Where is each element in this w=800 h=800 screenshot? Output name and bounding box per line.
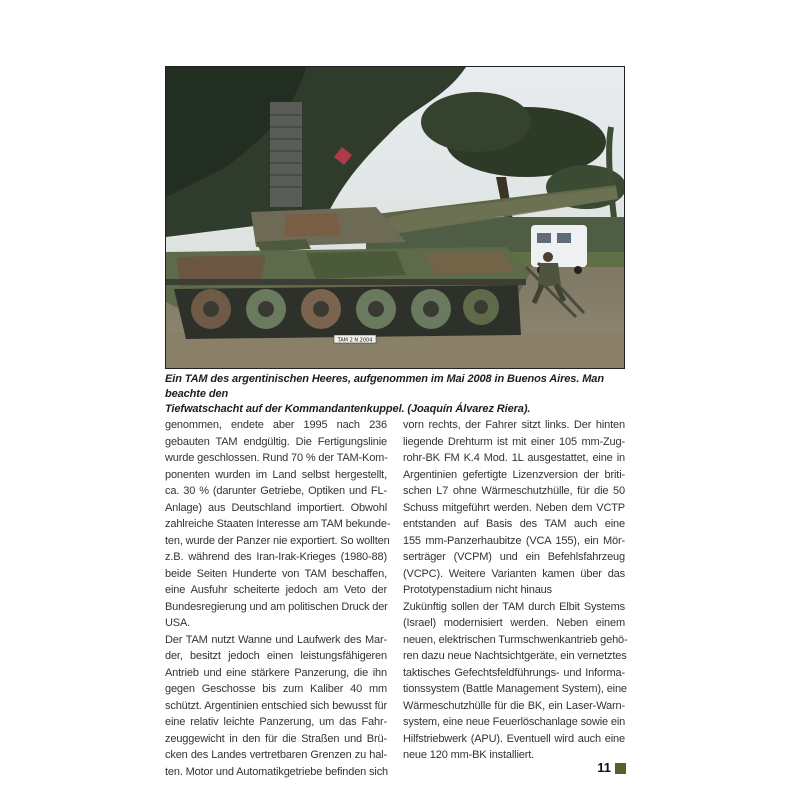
text-line: (VCPC). Weitere Varianten kamen über das <box>403 567 625 580</box>
text-column-left <box>165 417 391 780</box>
caption-line: Ein TAM des argentinischen Heeres, aufgenommen im Mai 2008 in Buenos Aires. Man beachte den <box>165 373 604 400</box>
text-line: ren dazu neue Nachtsichtgeräte, ein vernetztes <box>403 650 627 662</box>
tank-illustration <box>166 67 624 368</box>
text-line: vorn rechts, der Fahrer sitzt links. Der hinten <box>403 419 625 431</box>
text-line: Anlage) aus Deutschland importiert. Obwohl <box>165 501 387 514</box>
text-line: schen L7 ohne Wärmeschutzhülle, für die 50 <box>403 485 625 497</box>
text-line: Der TAM nutzt Wanne und Laufwerk des Mar- <box>165 633 387 646</box>
text-line: ca. 30 % (darunter Getriebe, Optiken und FL- <box>165 485 387 497</box>
text-line: gebauten TAM endgültig. Die Fertigungslinie <box>165 435 387 448</box>
text-line: Zukünftig sollen der TAM durch Elbit Systems <box>403 600 625 613</box>
text-line: beide Seiten Hunderte von TAM beschaffen, <box>165 567 387 580</box>
text-line: eine relativ leichte Panzerung, um das Fahr- <box>165 716 387 728</box>
text-line: ponenten wurden im Land selbst hergestellt, <box>165 468 387 481</box>
text-line: Hilfstriebwerk (APU). Eventuell wird auch eine <box>403 732 625 745</box>
text-line: cken des Landes vertretbaren Grenzen zu hal- <box>165 749 387 761</box>
vehicle-sign: TAM 2 N 2004 <box>337 337 373 344</box>
text-line: wurde geschlossen. Rund 70 % der TAM-Kom- <box>165 452 388 464</box>
text-line: liegende Drehturm ist mit einer 105 mm-Zug- <box>403 435 625 448</box>
text-line: Antrieb und eine stärkere Panzerung, die ihn <box>165 666 387 679</box>
text-line: Argentinien gefertigte Lizenzversion der briti- <box>403 468 625 481</box>
caption-line: Tiefwatschacht auf der Kommandantenkuppel. (Joaquín Álvarez Riera). <box>165 403 531 415</box>
text-line: 155 mm-Panzerhaubitze (VCA 155), ein Mör- <box>403 534 625 547</box>
text-line: Prototypenstadium nicht hinaus <box>403 584 552 596</box>
text-line: gegen Geschosse bis zum Kaliber 40 mm <box>165 683 387 695</box>
text-line: USA. <box>165 617 191 629</box>
text-line: entstanden auf Basis des TAM auch eine <box>403 518 625 530</box>
page-marker-square <box>615 763 626 774</box>
text-line: eine Ausfuhr scheiterte jedoch am Veto der <box>165 584 387 596</box>
text-line: serträger (VCPM) und ein Befehlsfahrzeug <box>403 551 625 563</box>
text-column-right <box>403 417 628 764</box>
text-line: ten. Motor und Automatikgetriebe befinden sich <box>165 765 389 778</box>
text-line: der, besitzt jedoch einen leistungsfähigeren <box>165 650 387 662</box>
text-line: z.B. während des Iran-Irak-Krieges (1980-88) <box>165 551 387 563</box>
page-number: 11 <box>597 760 611 775</box>
text-line: taktisches Gefechtsfeldführungs- und Informa- <box>403 666 625 679</box>
page-footer <box>580 760 626 776</box>
text-line: genommen, endete aber 1995 nach 236 <box>165 419 387 431</box>
text-line: system, eine neue Feuerlöschanlage sowie ein <box>403 716 626 728</box>
text-line: tionssystem (Battle Management System), eine <box>403 683 627 695</box>
tank-photo <box>165 66 625 369</box>
text-line: Bundesregierung und am politischen Druck der <box>165 600 388 613</box>
text-line: ten, wurde der Panzer nie exportiert. So wollten <box>165 534 390 547</box>
text-line: (Israel) modernisiert werden. Neben einem <box>403 617 625 629</box>
text-line: schützt. Argentinien entschied sich bewusst für <box>165 699 387 712</box>
text-line: neue 120 mm-BK installiert. <box>403 749 535 761</box>
text-line: zeuggewicht in den für die Straßen und Brü- <box>165 732 387 745</box>
text-line: rohr-BK FM K.4 Mod. 1L ausgestattet, eine in <box>403 452 625 464</box>
text-line: zahlreiche Staaten Interesse am TAM bekunde- <box>165 518 391 530</box>
text-line: neuen, elektrischen Turmschwenkantrieb gehö- <box>403 633 628 646</box>
text-line: Schuss mitgeführt werden. Neben dem VCTP <box>403 501 625 514</box>
text-line: Wärmeschutzhülle für die BK, ein Laser-Warn- <box>403 699 625 712</box>
photo-caption <box>165 372 625 417</box>
